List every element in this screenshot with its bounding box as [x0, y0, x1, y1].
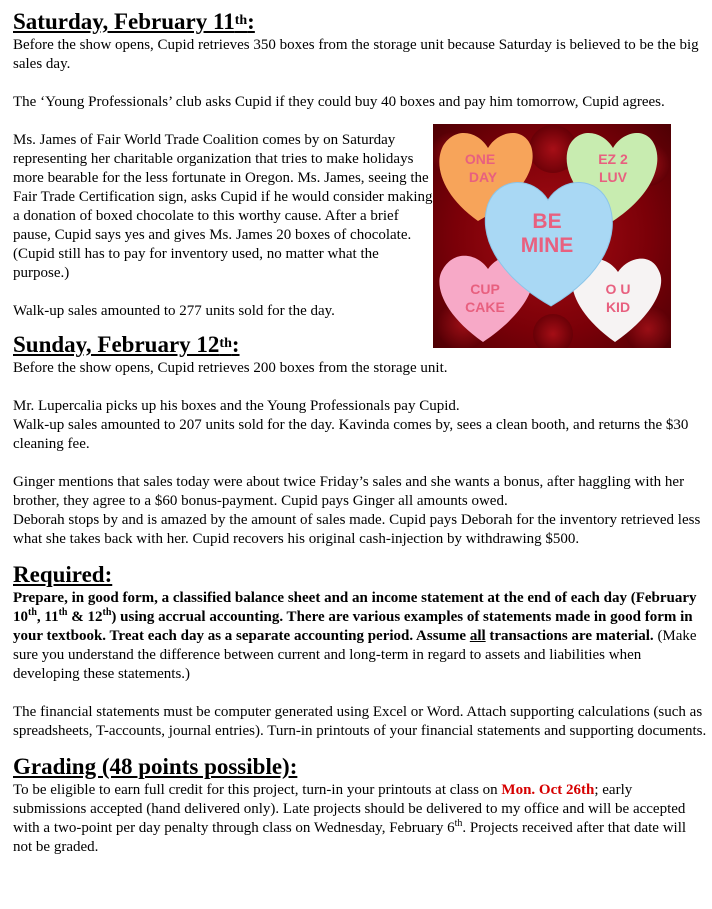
heart-text-day: DAY: [468, 169, 498, 185]
heart-text-cake: CAKE: [465, 299, 505, 315]
sun-paragraph-4: Ginger mentions that sales today were about twice Friday’s sales and she wants a bonus, after haggling with her brother, they agree to a $60 bonus-payment. Cupid pays Ginger all amounts owed.: [13, 474, 685, 509]
heart-text-luv: LUV: [599, 169, 627, 185]
sunday-heading: Sunday, February 12th:: [13, 332, 240, 357]
required-paragraph-1: [13, 589, 707, 684]
due-date: Mon. Oct 26th: [501, 782, 595, 798]
heart-text-ou: O U: [605, 281, 631, 297]
sun-paragraph-3: Walk-up sales amounted to 207 units sold for the day. Kavinda comes by, sees a clean booth, and returns the $30 cleaning fee.: [13, 417, 689, 452]
heart-text-one: ONE: [464, 151, 496, 167]
sat-paragraph-1: Before the show opens, Cupid retrieves 350 boxes from the storage unit because Saturday is believed to be the big sales day.: [13, 37, 699, 72]
grading-heading: Grading (48 points possible):: [13, 754, 298, 779]
grading-paragraph: To be eligible to earn full credit for this project, turn-in your printouts at class on Mon. Oct 26th; early submissions accepted (hand delivered only). Late projects should be delivered to my office and will be accepted with a two-point per day penalty through class on Wednesday, February 6th. Projects received after that date will not be graded.: [13, 782, 687, 855]
required-note: (Make sure you understand the difference between current and long-term in regard to assets and liabilities when developing these statements.): [13, 628, 697, 682]
heart-text-be: BE: [532, 210, 562, 233]
heart-text-mine: MINE: [520, 234, 574, 257]
heart-text-cup: CUP: [470, 281, 500, 297]
required-instructions: Prepare, in good form, a classified balance sheet and an income statement at the end of each day (February 10th, 11th & 12th) using accrual accounting. There are various examples of statements made in good form in your textbook. Treat each day as a separate accounting period. Assume all transactions are material.: [13, 590, 697, 644]
saturday-heading: Saturday, February 11th:: [13, 9, 255, 34]
required-paragraph-2: The financial statements must be computer generated using Excel or Word. Attach supporting calculations (such as spreadsheets, T-accounts, journal entries). Turn-in printouts of your financial statements and supporting documents.: [13, 704, 707, 739]
heart-text-kid: KID: [605, 299, 631, 315]
heart-text-ez2: EZ 2: [598, 151, 628, 167]
sat-paragraph-3: Ms. James of Fair World Trade Coalition comes by on Saturday representing her charitable organization that tries to make holidays more bearable for the less fortunate in Oregon. Ms. James, seeing the Fair Trade Certification sign, asks Cupid if he would consider making a donation of boxed chocolate to this worthy cause. After a brief pause, Cupid says yes and gives Ms. James 20 boxes of chocolate. (Cupid still has to pay for inventory used, no matter what the purpose.): [13, 132, 433, 281]
required-heading: Required:: [13, 562, 113, 587]
candy-hearts-image: [433, 124, 671, 348]
candy-hearts-graphic: [433, 124, 671, 348]
sun-paragraph-5: Deborah stops by and is amazed by the amount of sales made. Cupid pays Deborah for the inventory retrieved less what she takes back with her. Cupid recovers his original cash-injection by withdrawing $500.: [13, 512, 701, 547]
sat-paragraph-2: The ‘Young Professionals’ club asks Cupid if they could buy 40 boxes and pay him tomorrow, Cupid agrees.: [13, 94, 665, 110]
sun-paragraph-2: Mr. Lupercalia picks up his boxes and the Young Professionals pay Cupid.: [13, 398, 460, 414]
sat-paragraph-4: Walk-up sales amounted to 277 units sold for the day.: [13, 303, 335, 319]
sun-paragraph-1: Before the show opens, Cupid retrieves 200 boxes from the storage unit.: [13, 360, 448, 376]
